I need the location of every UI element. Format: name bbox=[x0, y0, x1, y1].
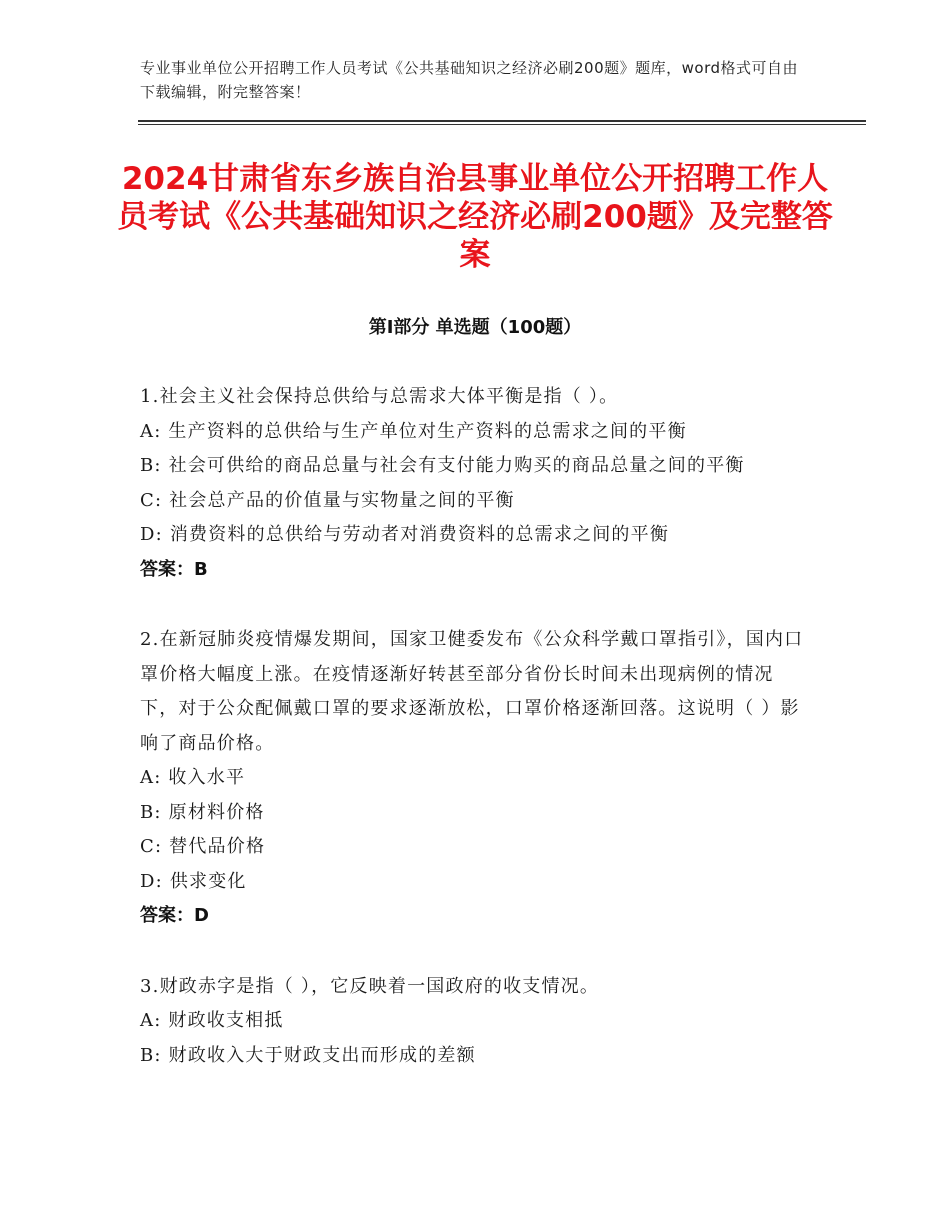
answer-line: 答案：B bbox=[140, 558, 208, 580]
option-d: D: 消费资料的总供给与劳动者对消费资料的总需求之间的平衡 bbox=[140, 524, 670, 545]
header-note: 专业事业单位公开招聘工作人员考试《公共基础知识之经济必刷200题》题库，word格式可自由下载编辑，附完整答案！ bbox=[140, 59, 799, 101]
question-1 bbox=[140, 380, 810, 587]
question-list bbox=[140, 380, 810, 1109]
option-a: A: 收入水平 bbox=[140, 767, 246, 788]
question-stem: 1.社会主义社会保持总供给与总需求大体平衡是指（ ）。 bbox=[140, 386, 619, 407]
option-a: A: 生产资料的总供给与生产单位对生产资料的总需求之间的平衡 bbox=[140, 420, 687, 442]
option-b: B: 原材料价格 bbox=[140, 801, 265, 823]
option-a: A: 财政收支相抵 bbox=[140, 1010, 284, 1031]
header-divider-thick bbox=[138, 120, 866, 122]
question-stem: 2.在新冠肺炎疫情爆发期间，国家卫健委发布《公众科学戴口罩指引》，国内口罩价格大幅度上涨。在疫情逐渐好转甚至部分省份长时间未出现病例的情况下，对于公众配佩戴口罩的要求逐渐放松，口罩价格逐渐回落。这说明（ ）影响了商品价格。 bbox=[140, 629, 804, 754]
question-2 bbox=[140, 623, 810, 934]
option-c: C: 替代品价格 bbox=[140, 836, 266, 857]
document-title: 2024甘肃省东乡族自治县事业单位公开招聘工作人员考试《公共基础知识之经济必刷200题》及完整答案 bbox=[117, 161, 833, 273]
answer-line: 答案：D bbox=[140, 905, 209, 926]
option-b: B: 财政收入大于财政支出而形成的差额 bbox=[140, 1044, 476, 1066]
question-3 bbox=[140, 970, 810, 1074]
option-b: B: 社会可供给的商品总量与社会有支付能力购买的商品总量之间的平衡 bbox=[140, 455, 745, 476]
question-stem: 3.财政赤字是指（ ），它反映着一国政府的收支情况。 bbox=[140, 975, 600, 997]
option-c: C: 社会总产品的价值量与实物量之间的平衡 bbox=[140, 489, 515, 511]
option-d: D: 供求变化 bbox=[140, 870, 247, 892]
header-divider-thin bbox=[138, 124, 866, 125]
section-heading: 第Ⅰ部分 单选题（100题） bbox=[368, 317, 582, 338]
